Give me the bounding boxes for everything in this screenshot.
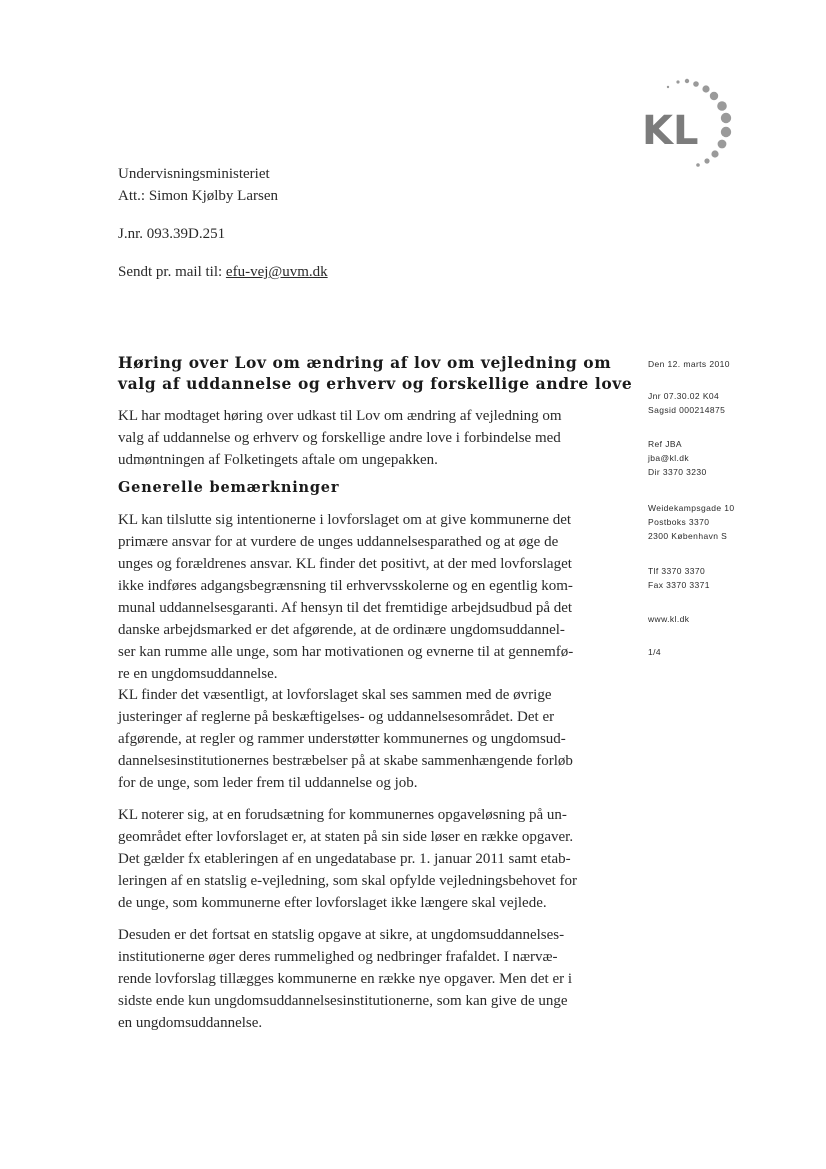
sidebar-web xyxy=(648,612,689,626)
sidebar-date xyxy=(648,357,730,371)
text-line: ikke indføres adgangsbegrænsning til erhvervsskolerne og en egentlig kom- xyxy=(118,578,573,594)
text-line: leringen af en statslig e-vejledning, som skal opfylde vejledningsbehovet for xyxy=(118,873,578,889)
sent-label: Sendt pr. mail til: xyxy=(118,264,226,280)
journal-number: Jnr 07.30.02 K04 xyxy=(648,391,720,401)
sidebar-phones xyxy=(648,564,710,592)
text-line: de unge, som kommunerne efter lovforslaget ikke længere skal vejlede. xyxy=(118,895,547,911)
paragraph-1 xyxy=(118,509,608,685)
website-link[interactable]: www.kl.dk xyxy=(648,614,690,624)
sidebar-case-ids xyxy=(648,389,725,417)
recipient-block xyxy=(118,163,328,283)
text-line: afgørende, at regler og rammer understøtter kommunernes og ungdomsud- xyxy=(118,731,566,747)
recipient-jnr: J.nr. 093.39D.251 xyxy=(118,226,226,242)
direct-phone: Dir 3370 3230 xyxy=(648,467,707,477)
text-line: geområdet efter lovforslaget er, at staten på sin side løser en række opgaver. xyxy=(118,829,574,845)
sidebar-contact xyxy=(648,437,707,479)
text-line: KL finder det væsentligt, at lovforslaget skal ses sammen med de øvrige xyxy=(118,687,552,703)
recipient-email-link[interactable]: efu-vej@uvm.dk xyxy=(225,264,328,280)
sidebar-page xyxy=(648,645,661,659)
text-line: KL noterer sig, at en forudsætning for kommunernes opgaveløsning på un- xyxy=(118,807,567,823)
paragraph-3 xyxy=(118,804,608,914)
recipient-att: Att.: Simon Kjølby Larsen xyxy=(118,188,278,204)
street-address: Weidekampsgade 10 xyxy=(648,503,735,513)
text-line: en ungdomsuddannelse. xyxy=(118,1015,263,1031)
text-line: rende lovforslag tillægges kommunerne en række nye opgaver. Men det er i xyxy=(118,971,573,987)
contact-email[interactable]: jba@kl.dk xyxy=(648,453,690,463)
text-line: dannelsesinstitutionernes bestræbelser på at skabe sammenhængende forløb xyxy=(118,753,573,769)
text-line: unges og forældrenes ansvar. KL finder det positivt, at der med lovforslaget xyxy=(118,556,572,572)
reference: Ref JBA xyxy=(648,439,682,449)
document-title xyxy=(118,352,633,394)
title-line: Høring over Lov om ændring af lov om vejledning om xyxy=(118,353,612,372)
case-id: Sagsid 000214875 xyxy=(648,405,726,415)
text-line: re en ungdomsuddannelse. xyxy=(118,666,278,682)
recipient-sent xyxy=(118,261,328,283)
text-line: sidste ende kun ungdomsuddannelsesinstitutionerne, som kan give de unge xyxy=(118,993,568,1009)
text-line: danske arbejdsmarked er det afgørende, at de ordinære ungdomsuddannel- xyxy=(118,622,565,638)
fax: Fax 3370 3371 xyxy=(648,580,710,590)
kl-logo xyxy=(640,76,750,176)
text-line: institutionerne øger deres rummelighed og nedbringer frafaldet. I nærvæ- xyxy=(118,949,558,965)
sidebar-address xyxy=(648,501,735,543)
text-line: ser kan rumme alle unge, som har motivationen og evnerne til at gennemfø- xyxy=(118,644,574,660)
paragraph-4 xyxy=(118,924,608,1034)
paragraph-2 xyxy=(118,684,608,794)
text-line: udmøntningen af Folketingets aftale om ungepakken. xyxy=(118,452,438,468)
letter-date: Den 12. marts 2010 xyxy=(648,359,730,369)
text-line: munal uddannelsesgaranti. Af hensyn til det fremtidige arbejdsudbud på det xyxy=(118,600,573,616)
recipient-org: Undervisningsministeriet xyxy=(118,166,270,182)
text-line: KL kan tilslutte sig intentionerne i lovforslaget om at give kommunerne det xyxy=(118,512,572,528)
text-line: valg af uddannelse og erhverv og forskellige andre love i forbindelse med xyxy=(118,430,561,446)
text-line: Desuden er det fortsat en statslig opgave at sikre, at ungdomsuddannelses- xyxy=(118,927,565,943)
text-line: KL har modtaget høring over udkast til Lov om ændring af vejledning om xyxy=(118,408,562,424)
logo-text: KL xyxy=(642,108,699,154)
page-number: 1/4 xyxy=(648,647,662,657)
text-line: justeringer af reglerne på beskæftigelses- og uddannelsesområdet. Det er xyxy=(118,709,555,725)
text-line: primære ansvar for at vurdere de unges uddannelsesparathed og at øge de xyxy=(118,534,559,550)
section-heading: Generelle bemærkninger xyxy=(118,479,340,496)
city: 2300 København S xyxy=(648,531,728,541)
intro-paragraph xyxy=(118,405,608,471)
postbox: Postboks 3370 xyxy=(648,517,710,527)
text-line: Det gælder fx etableringen af en ungedatabase pr. 1. januar 2011 samt etab- xyxy=(118,851,571,867)
title-line: valg af uddannelse og erhverv og forskellige andre love xyxy=(118,374,633,393)
text-line: for de unge, som leder frem til uddannelse og job. xyxy=(118,775,418,791)
phone: Tlf 3370 3370 xyxy=(648,566,706,576)
